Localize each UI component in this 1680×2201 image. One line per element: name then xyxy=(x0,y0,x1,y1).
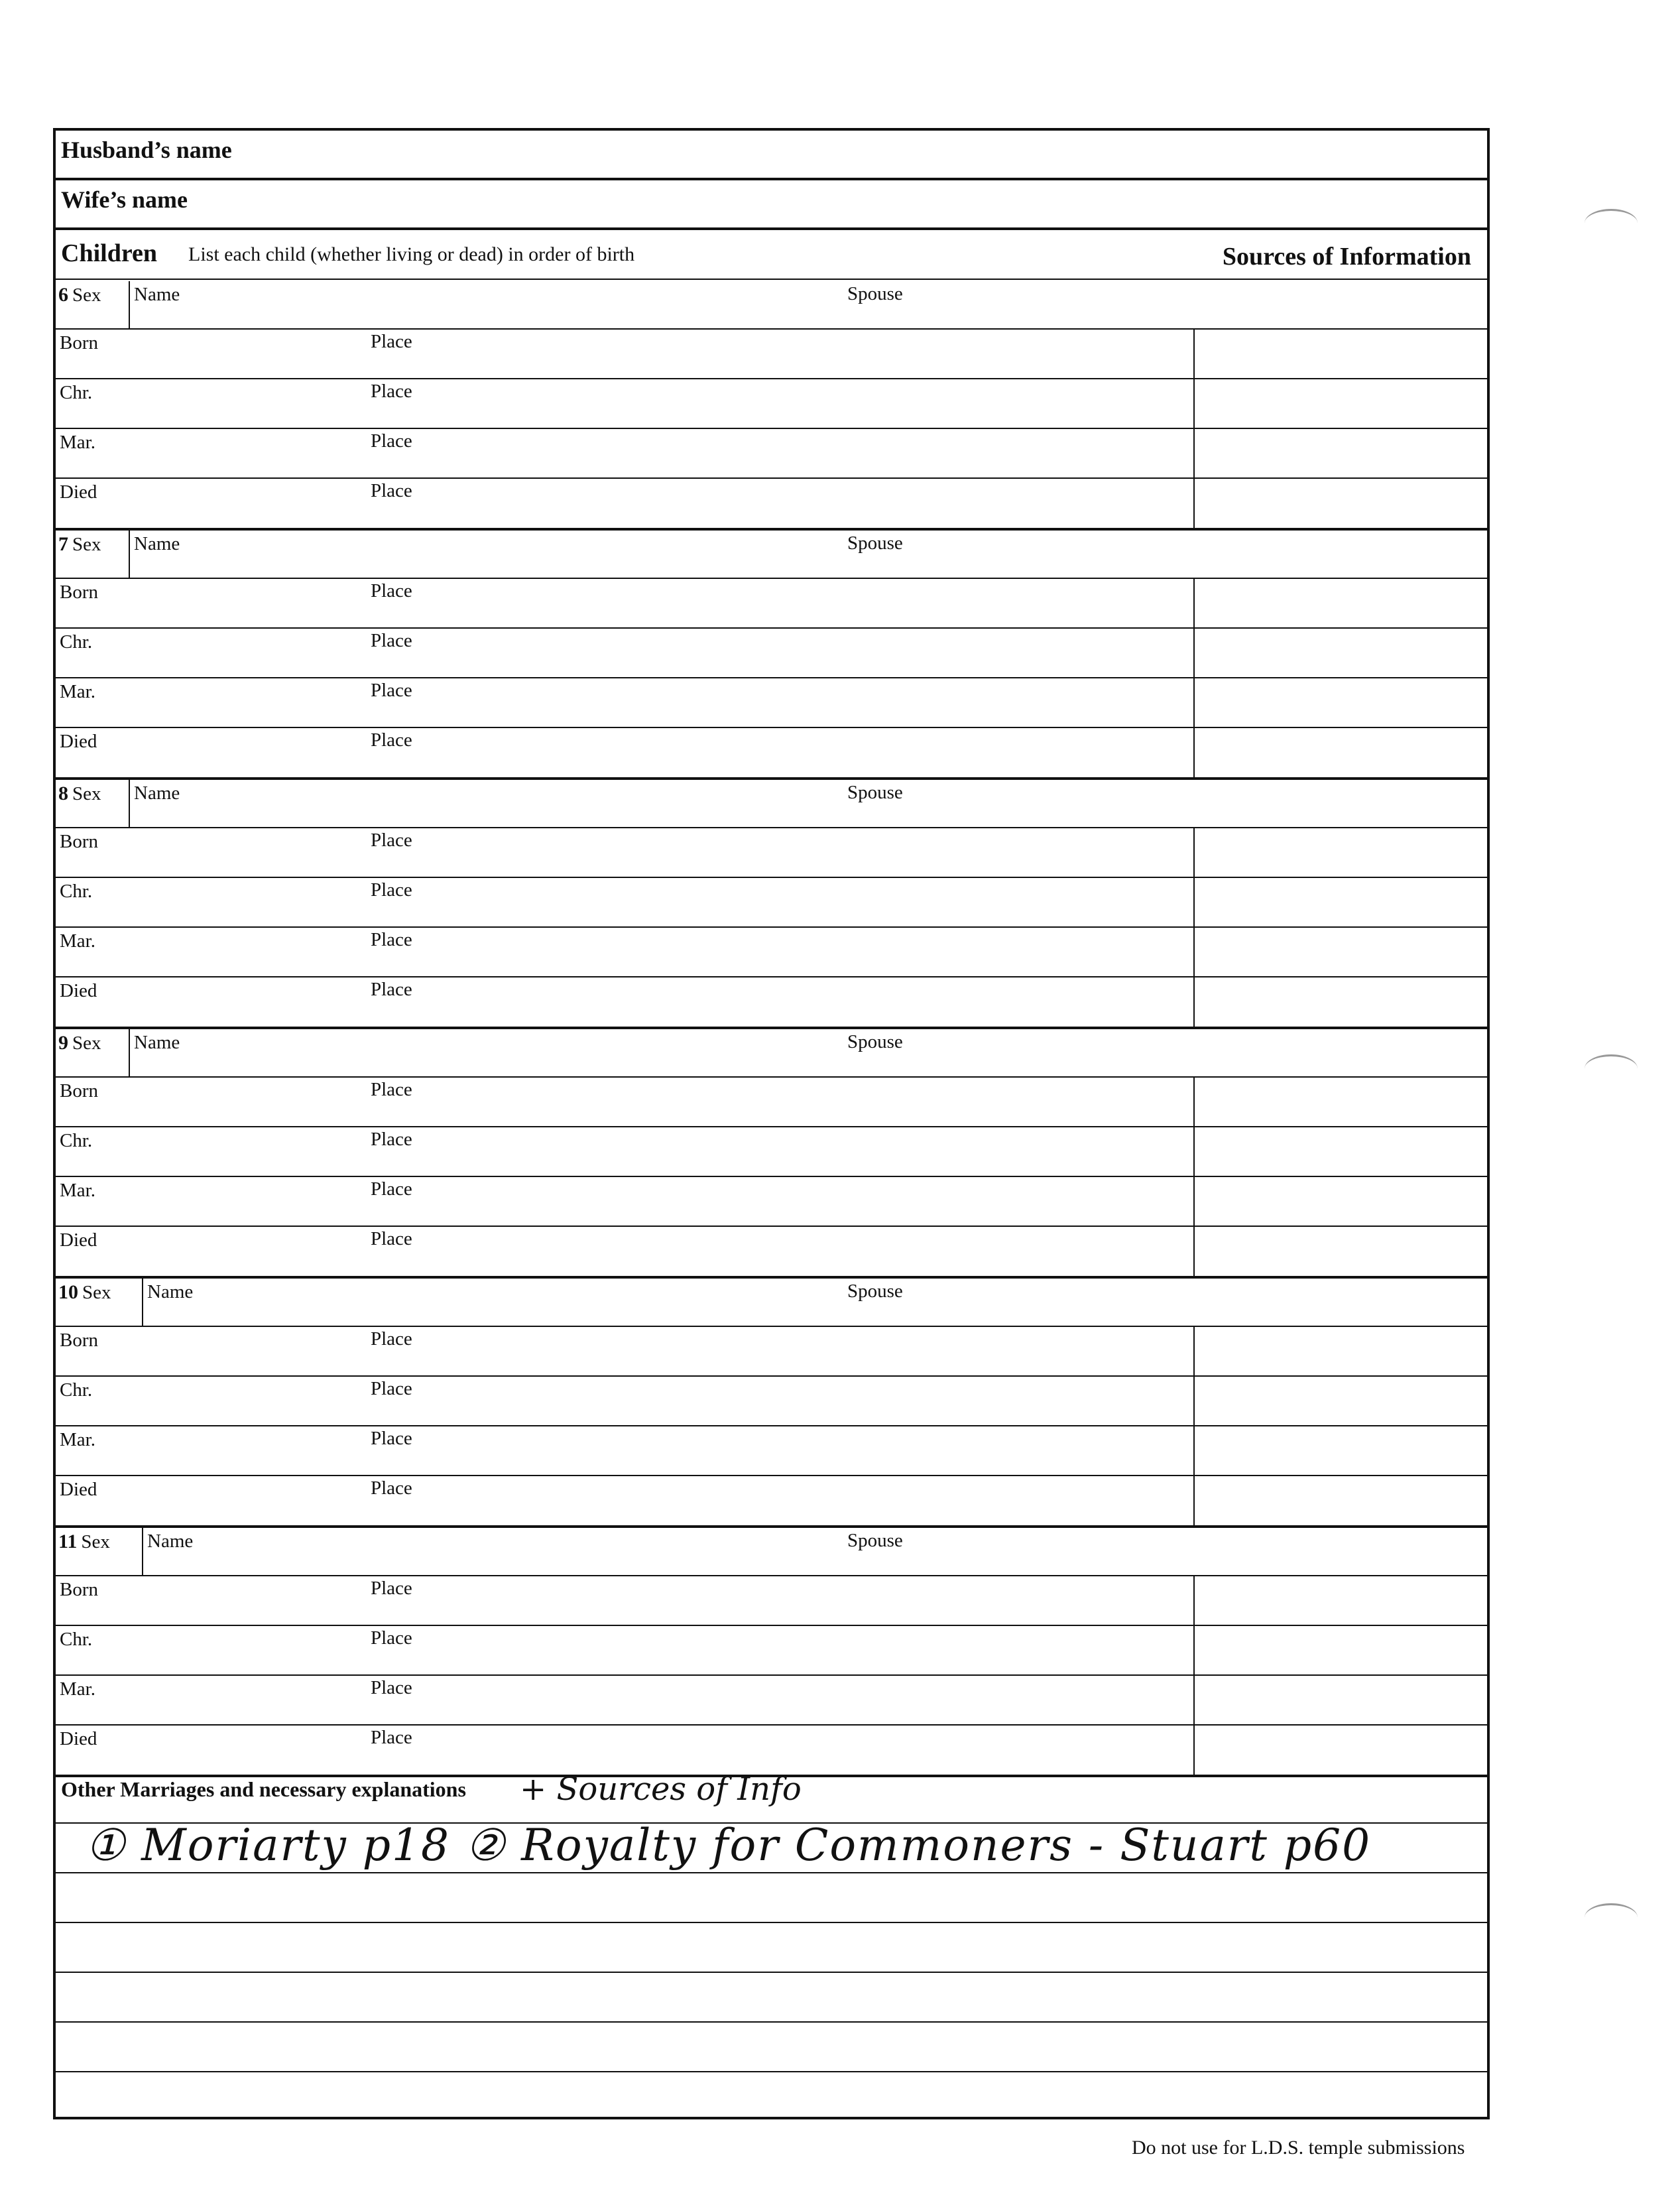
event-label: Mar. xyxy=(60,930,95,952)
event-label: Died xyxy=(60,1728,97,1749)
name-label: Name xyxy=(147,1531,194,1552)
name-label: Name xyxy=(134,1032,180,1053)
other-marriages-section xyxy=(56,1771,1487,2122)
child-number-sex xyxy=(58,533,101,556)
source-cell[interactable] xyxy=(1193,1377,1487,1426)
event-row[interactable] xyxy=(56,828,1193,878)
event-row[interactable] xyxy=(56,928,1193,977)
event-row[interactable] xyxy=(56,728,1193,778)
child-number: 7 xyxy=(58,533,68,555)
source-cell[interactable] xyxy=(1193,1576,1487,1626)
child-name-row[interactable] xyxy=(56,281,1487,330)
sex-label: Sex xyxy=(72,783,101,804)
event-label: Chr. xyxy=(60,1130,93,1151)
sex-divider xyxy=(129,1029,130,1078)
spouse-label: Spouse xyxy=(847,1281,903,1302)
sex-label: Sex xyxy=(72,1033,101,1054)
place-label: Place xyxy=(371,1328,412,1350)
source-cell[interactable] xyxy=(1193,579,1487,629)
source-cell[interactable] xyxy=(1193,330,1487,379)
event-row[interactable] xyxy=(56,1676,1193,1726)
sex-divider xyxy=(129,281,130,330)
place-label: Place xyxy=(371,630,412,651)
source-cell[interactable] xyxy=(1193,379,1487,429)
event-label: Born xyxy=(60,1579,98,1600)
event-row[interactable] xyxy=(56,629,1193,678)
place-label: Place xyxy=(371,1079,412,1100)
notes-line[interactable] xyxy=(56,1822,1487,1873)
event-label: Mar. xyxy=(60,1180,95,1201)
event-label: Died xyxy=(60,1479,97,1500)
children-description: List each child (whether living or dead) in order of birth xyxy=(188,243,635,265)
place-label: Place xyxy=(371,729,412,751)
place-label: Place xyxy=(371,580,412,601)
handwritten-sources-note: + Sources of Info xyxy=(520,1771,802,1808)
place-label: Place xyxy=(371,680,412,701)
source-cell[interactable] xyxy=(1193,828,1487,878)
notes-line[interactable] xyxy=(56,1872,1487,1923)
source-cell[interactable] xyxy=(1193,678,1487,728)
event-label: Chr. xyxy=(60,881,93,902)
event-label: Died xyxy=(60,1229,97,1251)
event-label: Chr. xyxy=(60,1629,93,1650)
wife-name-row[interactable] xyxy=(56,180,1487,230)
child-number-sex xyxy=(58,1032,101,1054)
event-label: Mar. xyxy=(60,1429,95,1450)
children-label: Children xyxy=(61,239,158,267)
event-label: Born xyxy=(60,332,98,353)
source-cell[interactable] xyxy=(1193,479,1487,529)
place-label: Place xyxy=(371,1378,412,1399)
event-row[interactable] xyxy=(56,1576,1193,1626)
event-row[interactable] xyxy=(56,1227,1193,1277)
notes-line[interactable] xyxy=(56,1922,1487,1973)
event-row[interactable] xyxy=(56,429,1193,479)
source-cell[interactable] xyxy=(1193,1726,1487,1775)
event-label: Died xyxy=(60,980,97,1001)
husband-name-row[interactable] xyxy=(56,131,1487,180)
child-name-row[interactable] xyxy=(56,1029,1487,1078)
sex-divider xyxy=(142,1528,143,1576)
wife-name-label: Wife’s name xyxy=(61,186,188,213)
place-label: Place xyxy=(371,830,412,851)
sources-label: Sources of Information xyxy=(1222,243,1471,271)
spouse-label: Spouse xyxy=(847,1530,903,1551)
name-label: Name xyxy=(134,783,180,804)
child-number: 9 xyxy=(58,1032,68,1054)
event-row[interactable] xyxy=(56,479,1193,529)
place-label: Place xyxy=(371,929,412,950)
source-cell[interactable] xyxy=(1193,629,1487,678)
notes-line[interactable] xyxy=(56,2021,1487,2072)
place-label: Place xyxy=(371,1129,412,1150)
spouse-label: Spouse xyxy=(847,283,903,304)
event-label: Mar. xyxy=(60,681,95,702)
event-row[interactable] xyxy=(56,1726,1193,1775)
child-number-sex xyxy=(58,783,101,805)
event-row[interactable] xyxy=(56,379,1193,429)
sex-label: Sex xyxy=(82,1282,111,1303)
child-number: 6 xyxy=(58,284,68,306)
source-cell[interactable] xyxy=(1193,728,1487,778)
event-row[interactable] xyxy=(56,1078,1193,1127)
binder-hole-mark xyxy=(1585,1054,1638,1083)
place-label: Place xyxy=(371,1677,412,1698)
source-cell[interactable] xyxy=(1193,1676,1487,1726)
event-label: Chr. xyxy=(60,1379,93,1401)
source-cell[interactable] xyxy=(1193,1626,1487,1676)
event-row[interactable] xyxy=(56,878,1193,928)
children-header xyxy=(56,230,1487,280)
source-cell[interactable] xyxy=(1193,1177,1487,1227)
source-cell[interactable] xyxy=(1193,1078,1487,1127)
child-number: 8 xyxy=(58,783,68,804)
child-number-sex xyxy=(58,1281,111,1304)
event-row[interactable] xyxy=(56,1177,1193,1227)
event-row[interactable] xyxy=(56,1377,1193,1426)
source-cell[interactable] xyxy=(1193,1327,1487,1377)
sex-divider xyxy=(142,1279,143,1327)
event-label: Died xyxy=(60,731,97,752)
child-entry xyxy=(56,1528,1487,1777)
event-label: Mar. xyxy=(60,432,95,453)
child-entry xyxy=(56,780,1487,1029)
place-label: Place xyxy=(371,1727,412,1748)
child-name-row[interactable] xyxy=(56,780,1487,828)
event-label: Mar. xyxy=(60,1678,95,1700)
child-number-sex xyxy=(58,284,101,306)
source-cell[interactable] xyxy=(1193,1127,1487,1177)
sex-divider xyxy=(129,780,130,828)
husband-name-label: Husband’s name xyxy=(61,137,232,163)
binder-hole-mark xyxy=(1585,209,1638,237)
child-entry xyxy=(56,531,1487,780)
sex-label: Sex xyxy=(72,534,101,555)
place-label: Place xyxy=(371,331,412,352)
footer-note: Do not use for L.D.S. temple submissions xyxy=(1132,2137,1465,2159)
event-row[interactable] xyxy=(56,1626,1193,1676)
place-label: Place xyxy=(371,480,412,501)
event-label: Chr. xyxy=(60,382,93,403)
source-cell[interactable] xyxy=(1193,1476,1487,1526)
event-row[interactable] xyxy=(56,1426,1193,1476)
event-label: Born xyxy=(60,582,98,603)
event-label: Born xyxy=(60,1080,98,1101)
other-marriages-label: Other Marriages and necessary explanations xyxy=(61,1777,466,1801)
source-cell[interactable] xyxy=(1193,1426,1487,1476)
spouse-label: Spouse xyxy=(847,782,903,803)
family-group-form xyxy=(53,128,1490,2119)
event-row[interactable] xyxy=(56,330,1193,379)
source-cell[interactable] xyxy=(1193,1227,1487,1277)
child-entry xyxy=(56,1279,1487,1528)
event-row[interactable] xyxy=(56,1327,1193,1377)
child-name-row[interactable] xyxy=(56,531,1487,579)
source-cell[interactable] xyxy=(1193,429,1487,479)
child-number: 10 xyxy=(58,1281,78,1303)
event-row[interactable] xyxy=(56,1127,1193,1177)
event-row[interactable] xyxy=(56,678,1193,728)
place-label: Place xyxy=(371,381,412,402)
sex-label: Sex xyxy=(72,284,101,306)
place-label: Place xyxy=(371,979,412,1000)
event-row[interactable] xyxy=(56,579,1193,629)
place-label: Place xyxy=(371,1627,412,1649)
source-cell[interactable] xyxy=(1193,928,1487,977)
name-label: Name xyxy=(134,533,180,554)
source-cell[interactable] xyxy=(1193,878,1487,928)
child-entry xyxy=(56,281,1487,531)
child-number: 11 xyxy=(58,1531,78,1552)
place-label: Place xyxy=(371,1478,412,1499)
name-label: Name xyxy=(147,1281,194,1302)
child-entry xyxy=(56,1029,1487,1279)
spouse-label: Spouse xyxy=(847,533,903,554)
notes-line[interactable] xyxy=(56,1972,1487,2023)
handwritten-sources-list: ① Moriarty p18 ② Royalty for Commoners - Stuart p60 xyxy=(86,1820,1372,1871)
place-label: Place xyxy=(371,1178,412,1200)
binder-hole-mark xyxy=(1585,1903,1638,1932)
event-row[interactable] xyxy=(56,1476,1193,1526)
event-label: Born xyxy=(60,831,98,852)
event-row[interactable] xyxy=(56,977,1193,1027)
child-number-sex xyxy=(58,1531,110,1553)
source-cell[interactable] xyxy=(1193,977,1487,1027)
event-label: Born xyxy=(60,1330,98,1351)
place-label: Place xyxy=(371,879,412,901)
event-label: Chr. xyxy=(60,631,93,653)
event-label: Died xyxy=(60,481,97,503)
spouse-label: Spouse xyxy=(847,1031,903,1052)
sex-label: Sex xyxy=(81,1531,110,1552)
child-name-row[interactable] xyxy=(56,1279,1487,1327)
name-label: Name xyxy=(134,284,180,305)
notes-line[interactable] xyxy=(56,2071,1487,2119)
notes-title-row[interactable] xyxy=(56,1771,1487,1824)
place-label: Place xyxy=(371,1428,412,1449)
child-name-row[interactable] xyxy=(56,1528,1487,1576)
place-label: Place xyxy=(371,1578,412,1599)
place-label: Place xyxy=(371,430,412,452)
sex-divider xyxy=(129,531,130,579)
place-label: Place xyxy=(371,1228,412,1249)
